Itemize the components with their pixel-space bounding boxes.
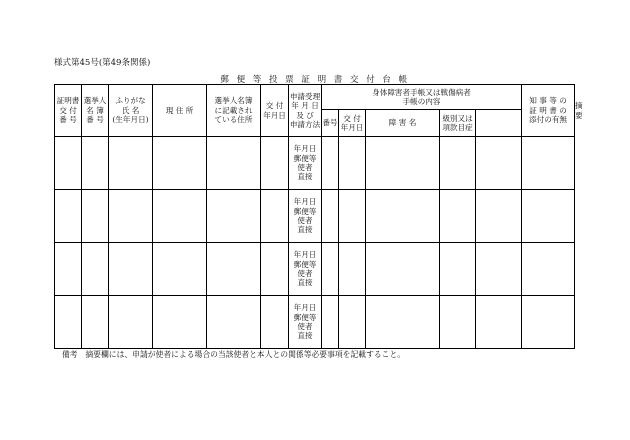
application-method-stamp: 年月日 郵便等 使者 直接 bbox=[289, 137, 322, 190]
header-issue-date: 交 付 年月日 bbox=[261, 85, 289, 137]
table-row bbox=[55, 296, 575, 349]
header-booklet-issue: 交 付 年月日 bbox=[339, 110, 366, 137]
header-row-1: 証明書 交 付 番 号 選挙人 名 簿 番 号 ふりがな 氏 名 (生年月日) 現 住 所 選挙人名簿 に記載され ている住所 交 付 年月日 申請受理 年 月 日 及 び 申請方法 身体障害者手帳又は戦傷病者 手帳の内容 知 事 等 の 証 明 書 の 添付の有無 摘 要 bbox=[55, 85, 575, 110]
header-furigana-name: ふりがな 氏 名 (生年月日) bbox=[109, 85, 153, 137]
header-roll-address: 選挙人名簿 に記載され ている住所 bbox=[207, 85, 261, 137]
application-method-stamp: 年月日 郵便等 使者 直接 bbox=[289, 296, 322, 349]
header-cert-no: 証明書 交 付 番 号 bbox=[55, 85, 82, 137]
table-row bbox=[55, 190, 575, 243]
header-booklet-group: 身体障害者手帳又は戦傷病者 手帳の内容 bbox=[322, 85, 522, 110]
ledger-table bbox=[54, 84, 583, 349]
document-title: 郵 便 等 投 票 証 明 書 交 付 台 帳 bbox=[220, 75, 410, 85]
footnote: 備考 摘要欄には、申請が使者による場合の当該使者と本人との関係等必要事項を記載すること。 bbox=[62, 350, 406, 359]
header-roll-no: 選挙人 名 簿 番 号 bbox=[82, 85, 109, 137]
header-governor-cert: 知 事 等 の 証 明 書 の 添付の有無 bbox=[522, 85, 575, 137]
header-booklet-no: 番号 bbox=[322, 110, 339, 137]
table-row bbox=[55, 243, 575, 296]
application-method-stamp: 年月日 郵便等 使者 直接 bbox=[289, 243, 322, 296]
table-row bbox=[55, 137, 575, 190]
application-method-stamp: 年月日 郵便等 使者 直接 bbox=[289, 190, 322, 243]
form-number-label: 様式第45号(第49条関係) bbox=[54, 58, 151, 68]
header-grade: 級別又は 項款目症 bbox=[440, 110, 476, 137]
header-application: 申請受理 年 月 日 及 び 申請方法 bbox=[289, 85, 322, 137]
header-disability-name: 障 害 名 bbox=[366, 110, 440, 137]
header-current-address: 現 住 所 bbox=[153, 85, 207, 137]
